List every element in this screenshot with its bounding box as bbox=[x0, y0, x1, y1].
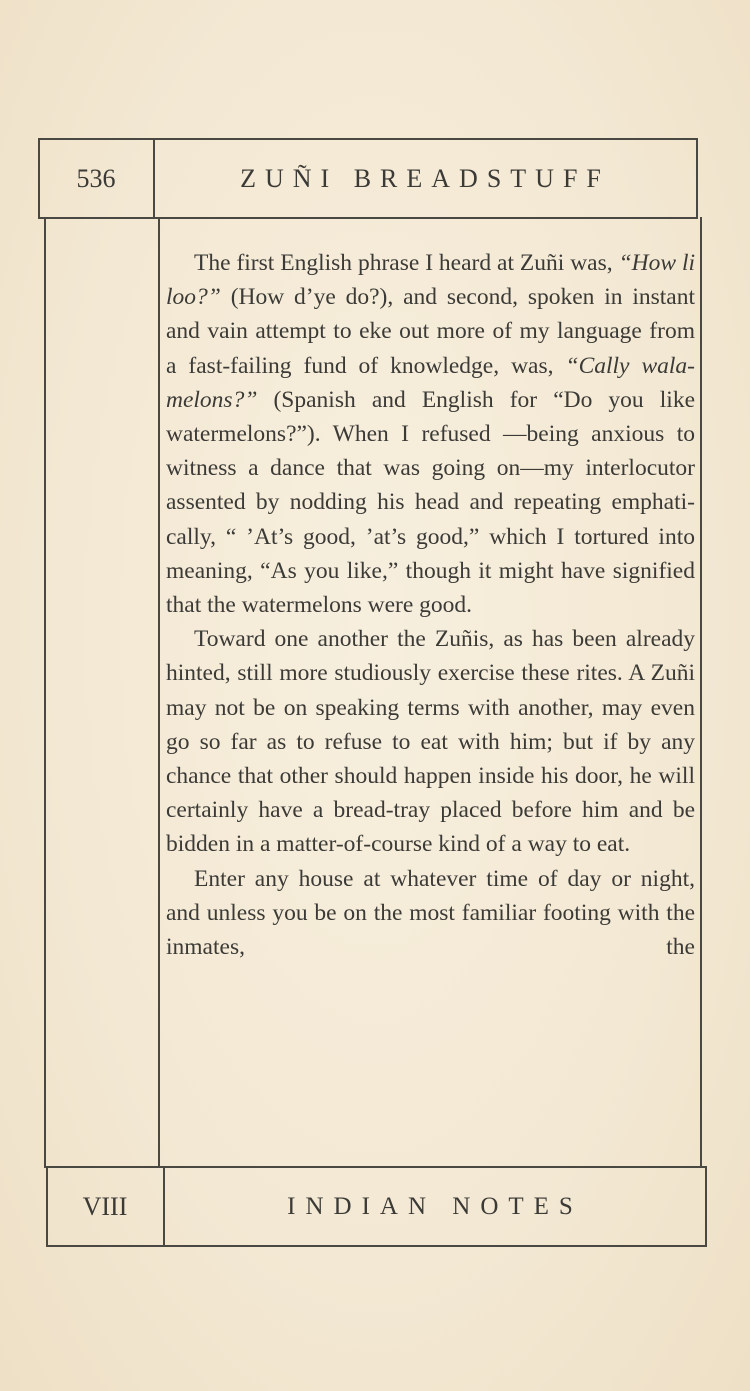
paragraph-1-text-b: (How d’ye do?), and second, spoken in instant and vain attempt to eke out more of my language from a fast-failing fund of knowledge, was, bbox=[166, 284, 695, 379]
page-body bbox=[166, 246, 695, 964]
paragraph-1-italic-phrase-2: “Cally wala-melons?” bbox=[166, 352, 695, 413]
left-rule-middle bbox=[44, 217, 46, 1168]
paragraph-1 bbox=[166, 246, 695, 622]
paragraph-2: Toward one another the Zuñis, as has been already hinted, still more studiously exercise these rites. A Zuñi may not be on speaking terms with another, may even go so far as to refuse to eat with him; but if by any chance that other should happen inside his door, he will certainly have a bread-tray placed before him and be bidden in a matter-of-course kind of a way to eat. bbox=[166, 626, 695, 858]
paragraph-1-text-a: The first English phrase I heard at Zuñi was, bbox=[194, 250, 619, 276]
column-divider-middle bbox=[158, 217, 160, 1168]
right-rule-upper bbox=[696, 138, 698, 218]
paragraph-3: Enter any house at whatever time of day or night, and unless you be on the most familiar footing with the inmates, the bbox=[166, 865, 695, 961]
footer-series-title: INDIAN NOTES bbox=[287, 1193, 583, 1220]
running-title: ZUÑI BREADSTUFF bbox=[240, 164, 610, 193]
footer-volume: VIII bbox=[82, 1192, 128, 1221]
paragraph-1-text-c: (Spanish and English for “Do you like watermelons?”). When I refused —being anxious to witness a dance that was going on—my interlocutor assented by nodding his head and repeating emphati-cally, “ ’At’s good, ’at’s good,” which I tortured into meaning, “As you like,” though it might have signified that the watermelons were good. bbox=[166, 386, 695, 619]
page-number: 536 bbox=[76, 164, 116, 193]
right-rule-middle bbox=[700, 217, 702, 1168]
right-rule-lower bbox=[705, 1166, 707, 1247]
paragraph-1-italic-phrase-1: “How li loo?” bbox=[166, 250, 696, 311]
